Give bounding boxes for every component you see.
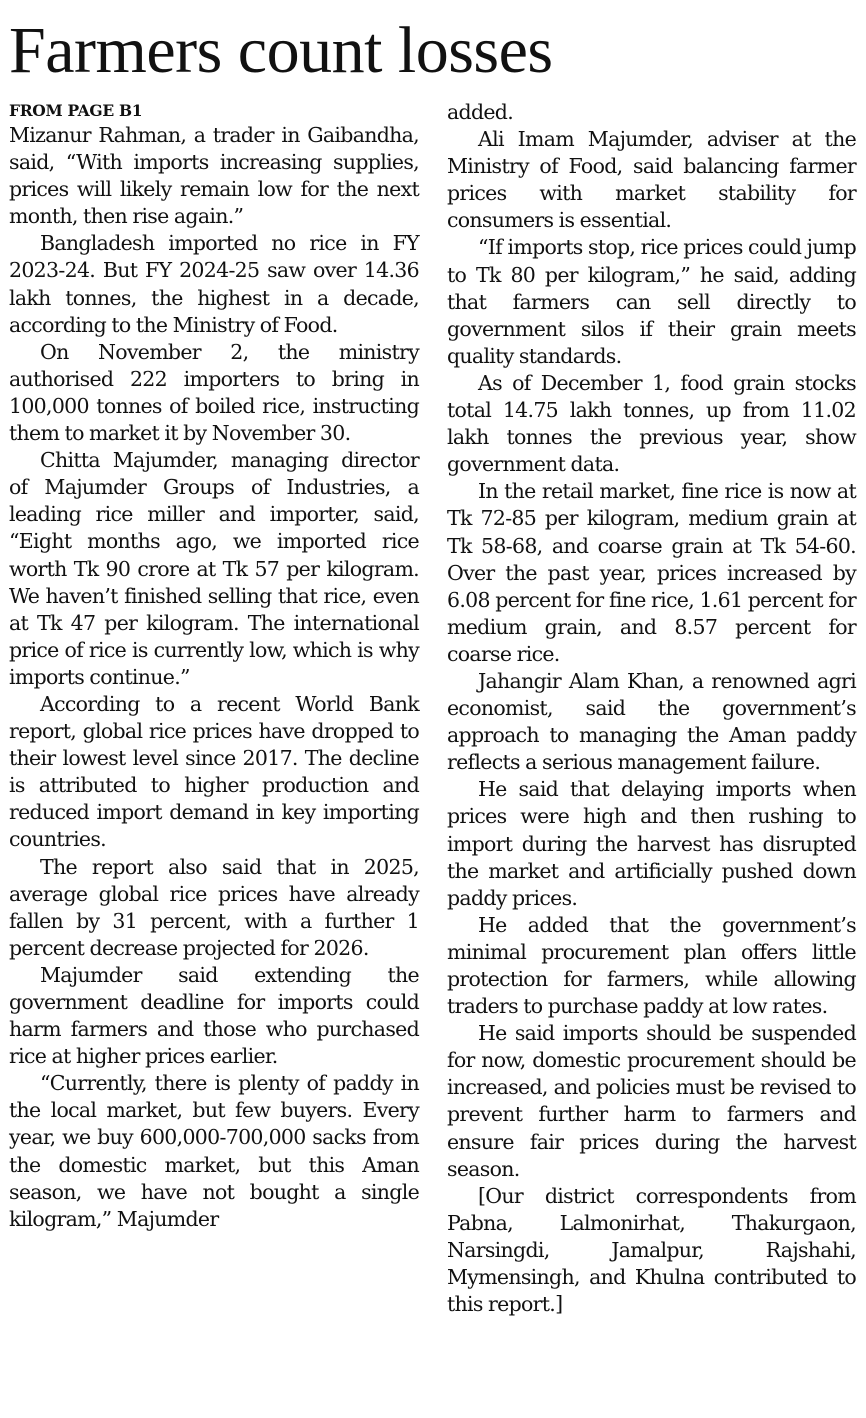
paragraph: Jahangir Alam Khan, a renowned agri economist, said the government’s approach to managing the Aman paddy reflects a serious management failure. bbox=[447, 668, 856, 775]
right-column bbox=[447, 99, 856, 1318]
paragraph: The report also said that in 2025, average global rice prices have already fallen by 31 percent, with a further 1 percent decrease projected for 2026. bbox=[9, 854, 419, 960]
paragraph: He said that delaying imports when prices were high and then rushing to import during the harvest has disrupted the market and artificially pushed down paddy prices. bbox=[447, 777, 856, 910]
kicker: FROM PAGE B1 bbox=[9, 101, 143, 120]
paragraph: “If imports stop, rice prices could jump to Tk 80 per kilogram,” he said, adding that farmers can sell directly to government silos if their grain meets quality standards. bbox=[447, 235, 856, 368]
paragraph: Ali Imam Majumder, adviser at the Ministry of Food, said balancing farmer prices with market stability for consumers is essential. bbox=[447, 127, 856, 233]
paragraph: He added that the government’s minimal procurement plan offers little protection for farmers, while allowing traders to purchase paddy at low rates. bbox=[447, 912, 856, 1019]
paragraph: Chitta Majumder, managing director of Majumder Groups of Industries, a leading rice miller and importer, said, “Eight months ago, we imported rice worth Tk 90 crore at Tk 57 per kilogram. We haven’t finished selling that rice, even at Tk 47 per kilogram. The international price of rice is currently low, which is why imports continue.” bbox=[9, 448, 419, 689]
left-column bbox=[9, 98, 419, 1233]
paragraph: “Currently, there is plenty of paddy in the local market, but few buyers. Every year, we buy 600,000-700,000 sacks from the domestic market, but this Aman season, we have not bought a single kilogram,” Majumder bbox=[9, 1071, 419, 1231]
paragraph: Bangladesh imported no rice in FY 2023-24. But FY 2024-25 saw over 14.36 lakh tonnes, the highest in a decade, according to the Ministry of Food. bbox=[9, 231, 419, 337]
paragraph: added. bbox=[447, 100, 514, 124]
headline: Farmers count losses bbox=[9, 14, 553, 87]
paragraph: Mizanur Rahman, a trader in Gaibandha, said, “With imports increasing supplies, prices will likely remain low for the next month, then rise again.” bbox=[9, 123, 419, 229]
paragraph: He said imports should be suspended for now, domestic procurement should be increased, and policies must be revised to prevent further harm to farmers and ensure fair prices during the harvest season. bbox=[447, 1021, 856, 1181]
paragraph: According to a recent World Bank report, global rice prices have dropped to their lowest level since 2017. The decline is attributed to higher production and reduced import demand in key importing countries. bbox=[9, 691, 419, 852]
paragraph: On November 2, the ministry authorised 222 importers to bring in 100,000 tonnes of boiled rice, instructing them to market it by November 30. bbox=[9, 339, 419, 446]
paragraph: Majumder said extending the government deadline for imports could harm farmers and those who purchased rice at higher prices earlier. bbox=[9, 962, 419, 1069]
paragraph: [Our district correspondents from Pabna, Lalmonirhat, Thakurgaon, Narsingdi, Jamalpur, Rajshahi, Mymensingh, and Khulna contributed to this report.] bbox=[447, 1183, 856, 1317]
paragraph: As of December 1, food grain stocks total 14.75 lakh tonnes, up from 11.02 lakh tonnes the previous year, show government data. bbox=[447, 370, 856, 477]
paragraph: In the retail market, fine rice is now at Tk 72-85 per kilogram, medium grain at Tk 58-68, and coarse grain at Tk 54-60. Over the past year, prices increased by 6.08 percent for fine rice, 1.61 percent for medium grain, and 8.57 percent for coarse rice. bbox=[447, 479, 856, 666]
